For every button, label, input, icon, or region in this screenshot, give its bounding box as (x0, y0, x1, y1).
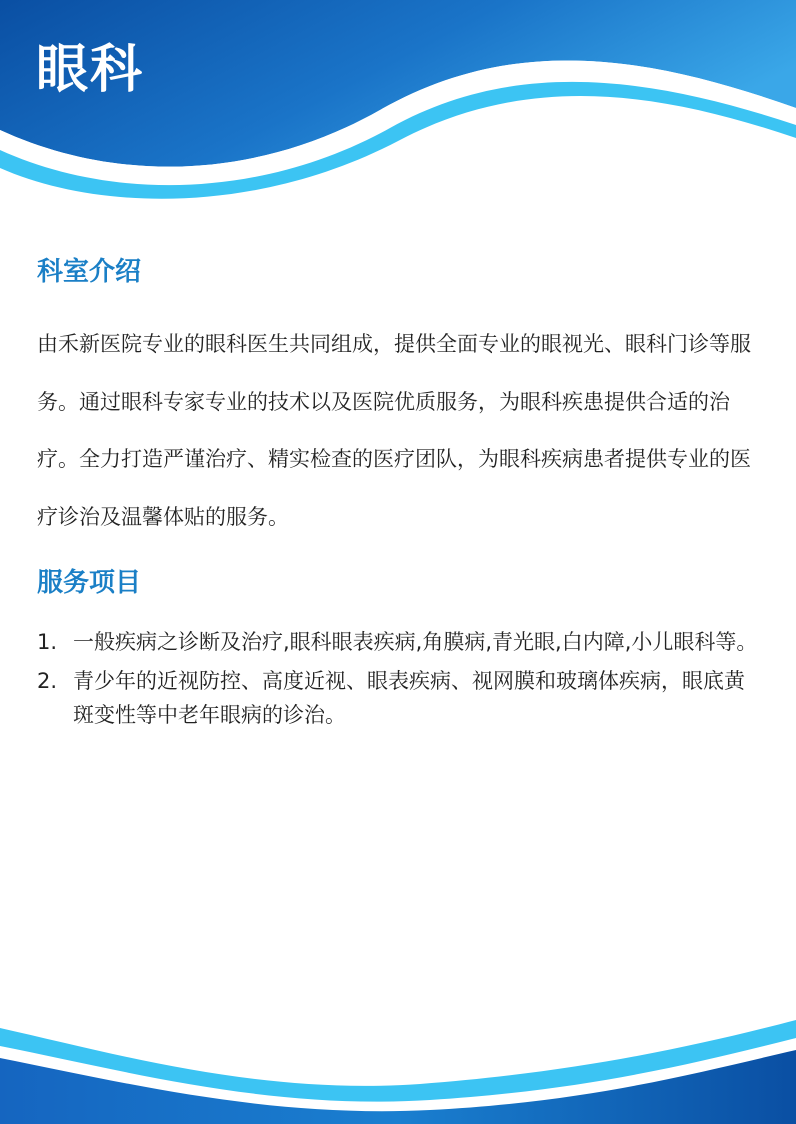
services-heading: 服务项目 (37, 568, 142, 598)
footer-wave-banner (0, 1010, 796, 1124)
header-wave-banner (0, 0, 796, 210)
list-item (37, 664, 762, 732)
list-item-text: 一般疾病之诊断及治疗,眼科眼表疾病,角膜病,青光眼,白内障,小儿眼科等。 (73, 630, 758, 654)
list-item-number: 2. (37, 669, 58, 693)
page-title: 眼科 (36, 40, 145, 100)
list-item-text: 青少年的近视防控、高度近视、眼表疾病、视网膜和玻璃体疾病，眼底黄斑变性等中老年眼病的诊治。 (73, 669, 745, 727)
services-list (37, 625, 762, 737)
intro-paragraph: 由禾新医院专业的眼科医生共同组成，提供全面专业的眼视光、眼科门诊等服务。通过眼科专家专业的技术以及医院优质服务，为眼科疾患提供合适的治疗。全力打造严谨治疗、精实检查的医疗团队，为眼科疾病患者提供专业的医疗诊治及温馨体贴的服务。 (37, 332, 751, 529)
list-item-number: 1. (37, 630, 58, 654)
intro-heading: 科室介绍 (37, 257, 142, 287)
list-item (37, 625, 762, 659)
